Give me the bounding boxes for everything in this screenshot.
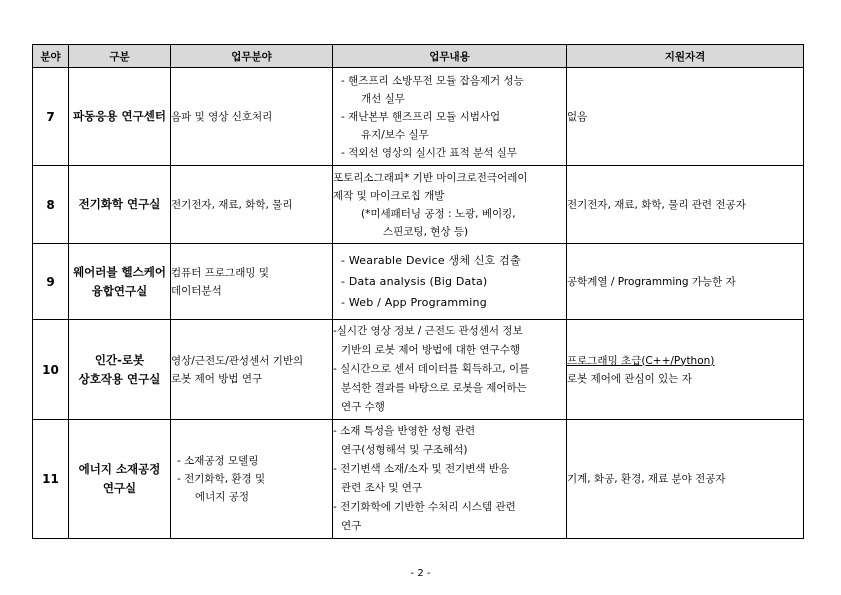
- category-cell: [69, 166, 171, 244]
- header-field: 분야: [33, 45, 69, 68]
- qualification-cell: [567, 244, 804, 320]
- work-area-cell: [171, 68, 333, 166]
- row-number: 10: [33, 320, 69, 420]
- table-row: [33, 320, 804, 420]
- content-line: - Web / App Programming: [341, 296, 487, 309]
- header-category: 구분: [69, 45, 171, 68]
- work-area-cell: [171, 244, 333, 320]
- work-content-cell: [333, 320, 567, 420]
- category-line: 인간-로봇: [94, 352, 145, 367]
- work-area-line: 영상/근전도/관성센서 기반의: [171, 354, 304, 367]
- content-line: 유지/보수 실무: [361, 128, 429, 141]
- category-line: 상호작용 연구실: [78, 371, 161, 386]
- content-line: - 실시간으로 센서 데이터를 획득하고, 이를: [333, 363, 530, 375]
- row-number: 9: [33, 244, 69, 320]
- qualification-cell: [567, 320, 804, 420]
- work-content-cell: [333, 420, 567, 539]
- work-area-line: 로봇 제어 방법 연구: [171, 372, 263, 385]
- category-cell: [69, 420, 171, 539]
- work-area-line: 데이터분석: [171, 284, 222, 297]
- header-row: [33, 45, 804, 68]
- content-line: 연구: [341, 520, 362, 532]
- qualification-cell: [567, 68, 804, 166]
- header-work-content: 업무내용: [333, 45, 567, 68]
- qualification-line: 전기전자, 재료, 화학, 물리 관련 전공자: [567, 198, 746, 211]
- table-row: [33, 166, 804, 244]
- category-cell: [69, 244, 171, 320]
- qualification-line: 공학계열 / Programming 가능한 자: [567, 275, 736, 288]
- work-area-line: - 소재공정 모델링: [177, 455, 259, 467]
- table-row: [33, 420, 804, 539]
- qualification-line: 없음: [567, 110, 588, 123]
- category-line: 융합연구실: [91, 283, 148, 298]
- content-line: 포토리소그래피* 기반 마이크로전극어레이: [333, 171, 528, 184]
- content-line: 기반의 로봇 제어 방법에 대한 연구수행: [341, 344, 520, 356]
- qualification-cell: [567, 166, 804, 244]
- row-number: 11: [33, 420, 69, 539]
- category-line: 에너지 소재공정: [78, 462, 161, 476]
- category-line: 웨어러블 헬스케어: [73, 264, 166, 279]
- content-line: - 전기변색 소재/소자 및 전기변색 반응: [333, 463, 510, 475]
- work-content-cell: [333, 68, 567, 166]
- table-row: [33, 244, 804, 320]
- header-qualification: 지원자격: [567, 45, 804, 68]
- row-number: 8: [33, 166, 69, 244]
- work-area-cell: [171, 320, 333, 420]
- content-line: - 소재 특성을 반영한 성형 관련: [333, 425, 476, 437]
- content-line: 개선 실무: [361, 92, 405, 105]
- content-line: 연구 수행: [341, 401, 385, 413]
- category-cell: [69, 68, 171, 166]
- qualification-line: 기계, 화공, 환경, 재료 분야 전공자: [567, 473, 726, 485]
- header-work-area: 업무분야: [171, 45, 333, 68]
- content-line: -실시간 영상 정보 / 근전도 관성센서 정보: [333, 325, 523, 337]
- category-cell: [69, 320, 171, 420]
- work-area-line: 에너지 공정: [195, 491, 250, 503]
- work-area-cell: [171, 166, 333, 244]
- row-number: 7: [33, 68, 69, 166]
- content-line: - 적외선 영상의 실시간 표적 분석 실무: [341, 146, 517, 159]
- work-content-cell: [333, 166, 567, 244]
- work-area-cell: [171, 420, 333, 539]
- recruitment-table: [32, 44, 804, 539]
- qualification-cell: [567, 420, 804, 539]
- content-line: - 전기화학에 기반한 수처리 시스템 관련: [333, 501, 516, 513]
- category-line: 연구실: [102, 481, 137, 495]
- work-area-line: 전기전자, 재료, 화학, 물리: [171, 198, 293, 211]
- table-row: [33, 68, 804, 166]
- content-line: - 재난본부 핸즈프리 모듈 시범사업: [341, 110, 501, 123]
- content-line: - Data analysis (Big Data): [341, 275, 488, 288]
- page-number: - 2 -: [410, 568, 431, 579]
- work-area-line: - 전기화학, 환경 및: [177, 473, 266, 485]
- content-line: 연구(성형해석 및 구조해석): [341, 444, 468, 456]
- work-area-line: 음파 및 영상 신호처리: [171, 110, 273, 123]
- content-line: - 핸즈프리 소방무전 모듈 잡음제거 성능: [341, 74, 524, 87]
- work-area-line: 컴퓨터 프로그래밍 및: [171, 266, 269, 279]
- content-line: (*미세패터닝 공정 : 노광, 베이킹,: [361, 207, 516, 220]
- qualification-line: 로봇 제어에 관심이 있는 자: [567, 372, 692, 385]
- content-line: 스핀코팅, 현상 등): [383, 225, 469, 238]
- content-line: 분석한 결과를 바탕으로 로봇을 제어하는: [341, 382, 527, 394]
- category-line: 파동응용 연구센터: [73, 109, 166, 123]
- content-line: 관련 조사 및 연구: [341, 482, 423, 494]
- category-line: 전기화학 연구실: [78, 197, 161, 211]
- content-line: - Wearable Device 생체 신호 검출: [341, 254, 521, 267]
- work-content-cell: [333, 244, 567, 320]
- content-line: 제작 및 마이크로칩 개발: [333, 189, 445, 202]
- qualification-line: 프로그래밍 초급(C++/Python): [567, 354, 715, 367]
